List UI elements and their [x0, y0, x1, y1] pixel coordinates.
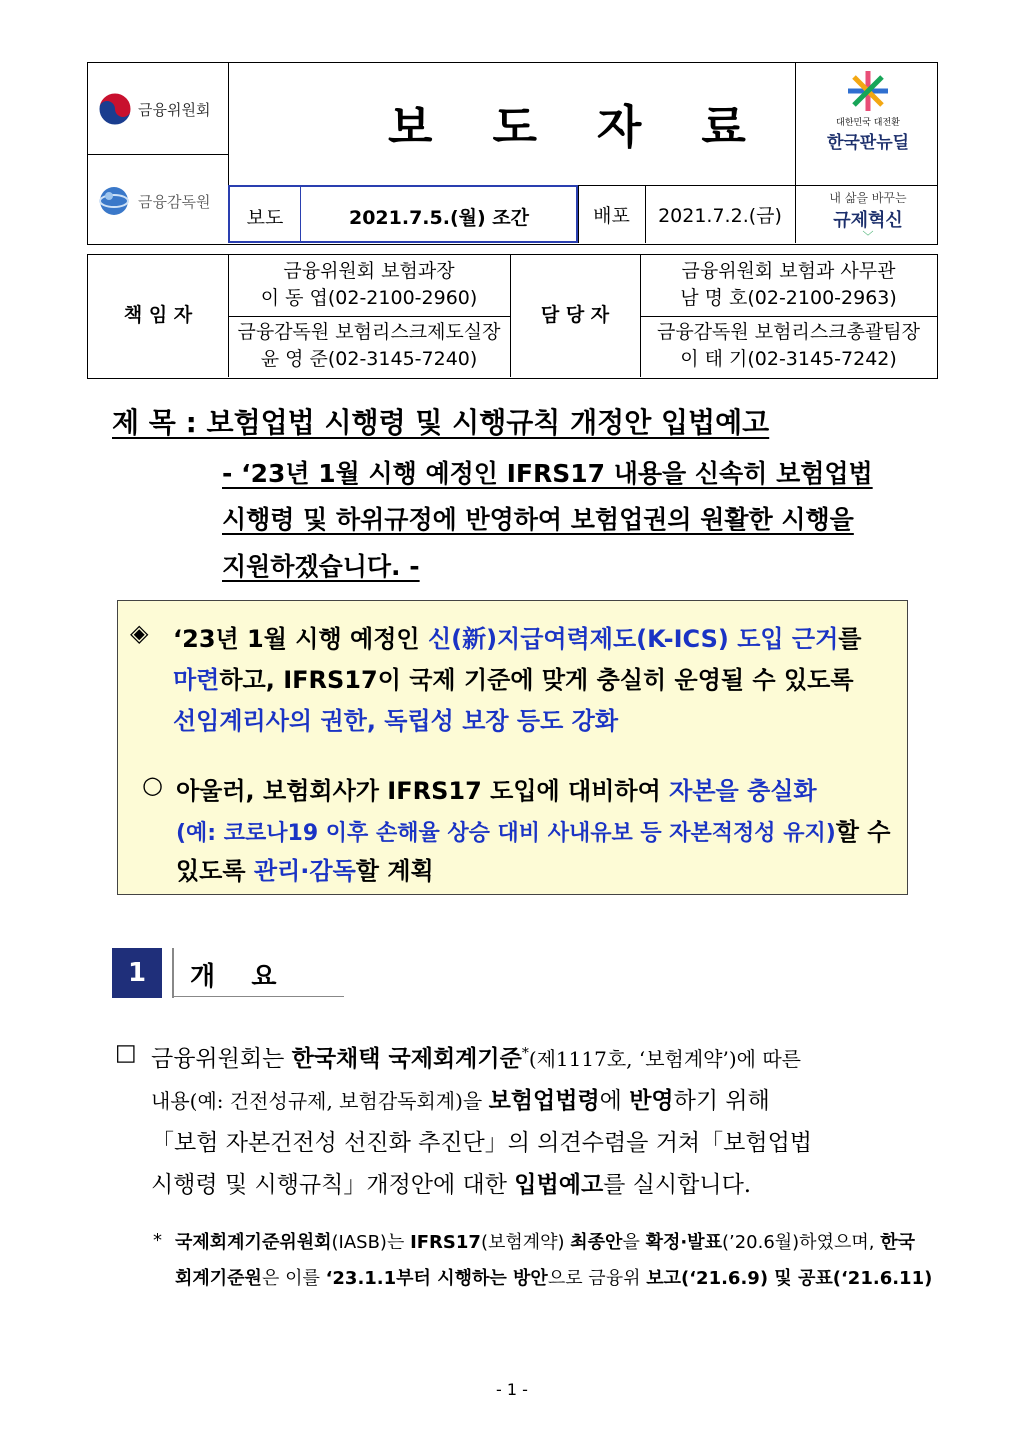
page-number: - 1 - [496, 1380, 528, 1399]
new-deal-small-text: 대한민국 대전환 [836, 118, 900, 128]
fss-logo-text: 금융감독원 [138, 193, 211, 211]
release-date-box [228, 185, 578, 243]
contact-person: 이 태 기(02-3145-7242) [680, 348, 897, 370]
contact-org: 금융감독원 보험리스크총괄팀장 [657, 321, 920, 343]
release-value: 2021.7.5.(월) 조간 [348, 207, 530, 229]
section-heading: 개 요 [190, 962, 277, 992]
reg-big-text: 규제혁신 [833, 210, 903, 231]
subject-subtitle-line-1: - ‘23년 1월 시행 예정인 IFRS17 내용을 신속히 보험업법 [222, 459, 873, 488]
new-deal-big-text: 한국판뉴딜 [826, 133, 910, 153]
distribute-value: 2021.7.2.(금) [658, 205, 782, 227]
subject-subtitle-line-2: 시행령 및 하위규정에 반영하여 보험업권의 원활한 시행을 [222, 505, 854, 534]
in-charge-contact-1 [640, 258, 937, 312]
responsible-contact-2 [228, 319, 510, 373]
body-line-4: 시행령 및 시행규칙」개정안에 대한 입법예고를 실시합니다. [151, 1171, 752, 1198]
taegeuk-icon [98, 92, 132, 126]
footnote-line-2: 회계기준원은 이를 ‘23.1.1부터 시행하는 방안으로 금융위 보고(‘21.6.9) 및 공표(‘21.6.11) [175, 1268, 933, 1289]
contact-person: 남 명 호(02-2100-2963) [680, 287, 897, 309]
responsible-contact-1 [228, 258, 510, 312]
in-charge-label: 담 당 자 [540, 304, 610, 326]
fsc-logo [98, 89, 223, 129]
contact-org: 금융위원회 보험과 사무관 [681, 260, 896, 282]
responsible-label: 책 임 자 [123, 304, 193, 326]
section-divider [172, 948, 174, 998]
release-label: 보도 [246, 207, 284, 229]
contact-person: 이 동 엽(02-2100-2960) [260, 287, 478, 309]
circle-bullet-icon: ○ [142, 771, 163, 799]
reg-small-text: 내 삶을 바꾸는 [829, 191, 907, 205]
body-line-2: 내용(예: 건전성규제, 보험감독회계)을 보험업법령에 반영하기 위해 [151, 1087, 770, 1114]
section-number-badge: 1 [112, 948, 162, 998]
contact-table [87, 254, 938, 379]
summary-bullet-1-line-2: 마련하고, IFRS17이 국제 기준에 맞게 충실히 운영될 수 있도록 [173, 666, 854, 694]
press-header [87, 62, 938, 245]
new-deal-star-icon [846, 69, 890, 113]
fss-globe-icon [98, 185, 130, 217]
in-charge-contact-2 [640, 319, 937, 373]
footnote-line-1: 국제회계기준위원회(IASB)는 IFRS17(보험계약) 최종안을 확정·발표(’20.6월)하였으며, 한국 [175, 1232, 915, 1253]
fsc-logo-text: 금융위원회 [138, 101, 211, 119]
subject-title: 제 목 : 보험업법 시행령 및 시행규칙 개정안 입법예고 [112, 406, 770, 439]
distribute-label: 배포 [593, 205, 630, 227]
body-line-3: 「보험 자본건전성 선진화 추진단」의 의견수렴을 거쳐「보험업법 [151, 1130, 813, 1156]
footnote-marker: * [153, 1230, 162, 1251]
contact-org: 금융위원회 보험과장 [283, 260, 455, 282]
section-underline [172, 996, 344, 997]
press-release-title: 보 도 자 료 [388, 100, 768, 154]
checkbox-bullet-icon: □ [115, 1040, 137, 1066]
korean-new-deal-logo [808, 69, 928, 179]
summary-bullet-2-line-2: (예: 코로나19 이후 손해율 상승 대비 사내유보 등 자본적정성 유지)할 수 [176, 818, 891, 846]
body-line-1: 금융위원회는 한국채택 국제회계기준*(제1117호, ‘보험계약’)에 따른 [151, 1045, 801, 1072]
fss-logo [98, 181, 223, 221]
summary-bullet-1-line-1: ‘23년 1월 시행 예정인 신(新)지급여력제도(K-ICS) 도입 근거를 [173, 625, 862, 653]
diamond-bullet-icon: ◈ [130, 619, 149, 647]
contact-person: 윤 영 준(02-3145-7240) [260, 348, 478, 370]
regulatory-innovation-logo [808, 187, 928, 243]
chevron-down-icon: ﹀ [862, 230, 874, 243]
summary-bullet-1-line-3: 선임계리사의 권한, 독립성 보장 등도 강화 [173, 707, 619, 735]
contact-org: 금융감독원 보험리스크제도실장 [237, 321, 501, 343]
summary-bullet-2-line-1: 아울러, 보험회사가 IFRS17 도입에 대비하여 자본을 충실화 [176, 777, 817, 805]
subject-subtitle-line-3: 지원하겠습니다. - [222, 552, 420, 581]
summary-box [117, 600, 908, 895]
summary-bullet-2-line-3: 있도록 관리·감독할 계획 [176, 857, 434, 885]
